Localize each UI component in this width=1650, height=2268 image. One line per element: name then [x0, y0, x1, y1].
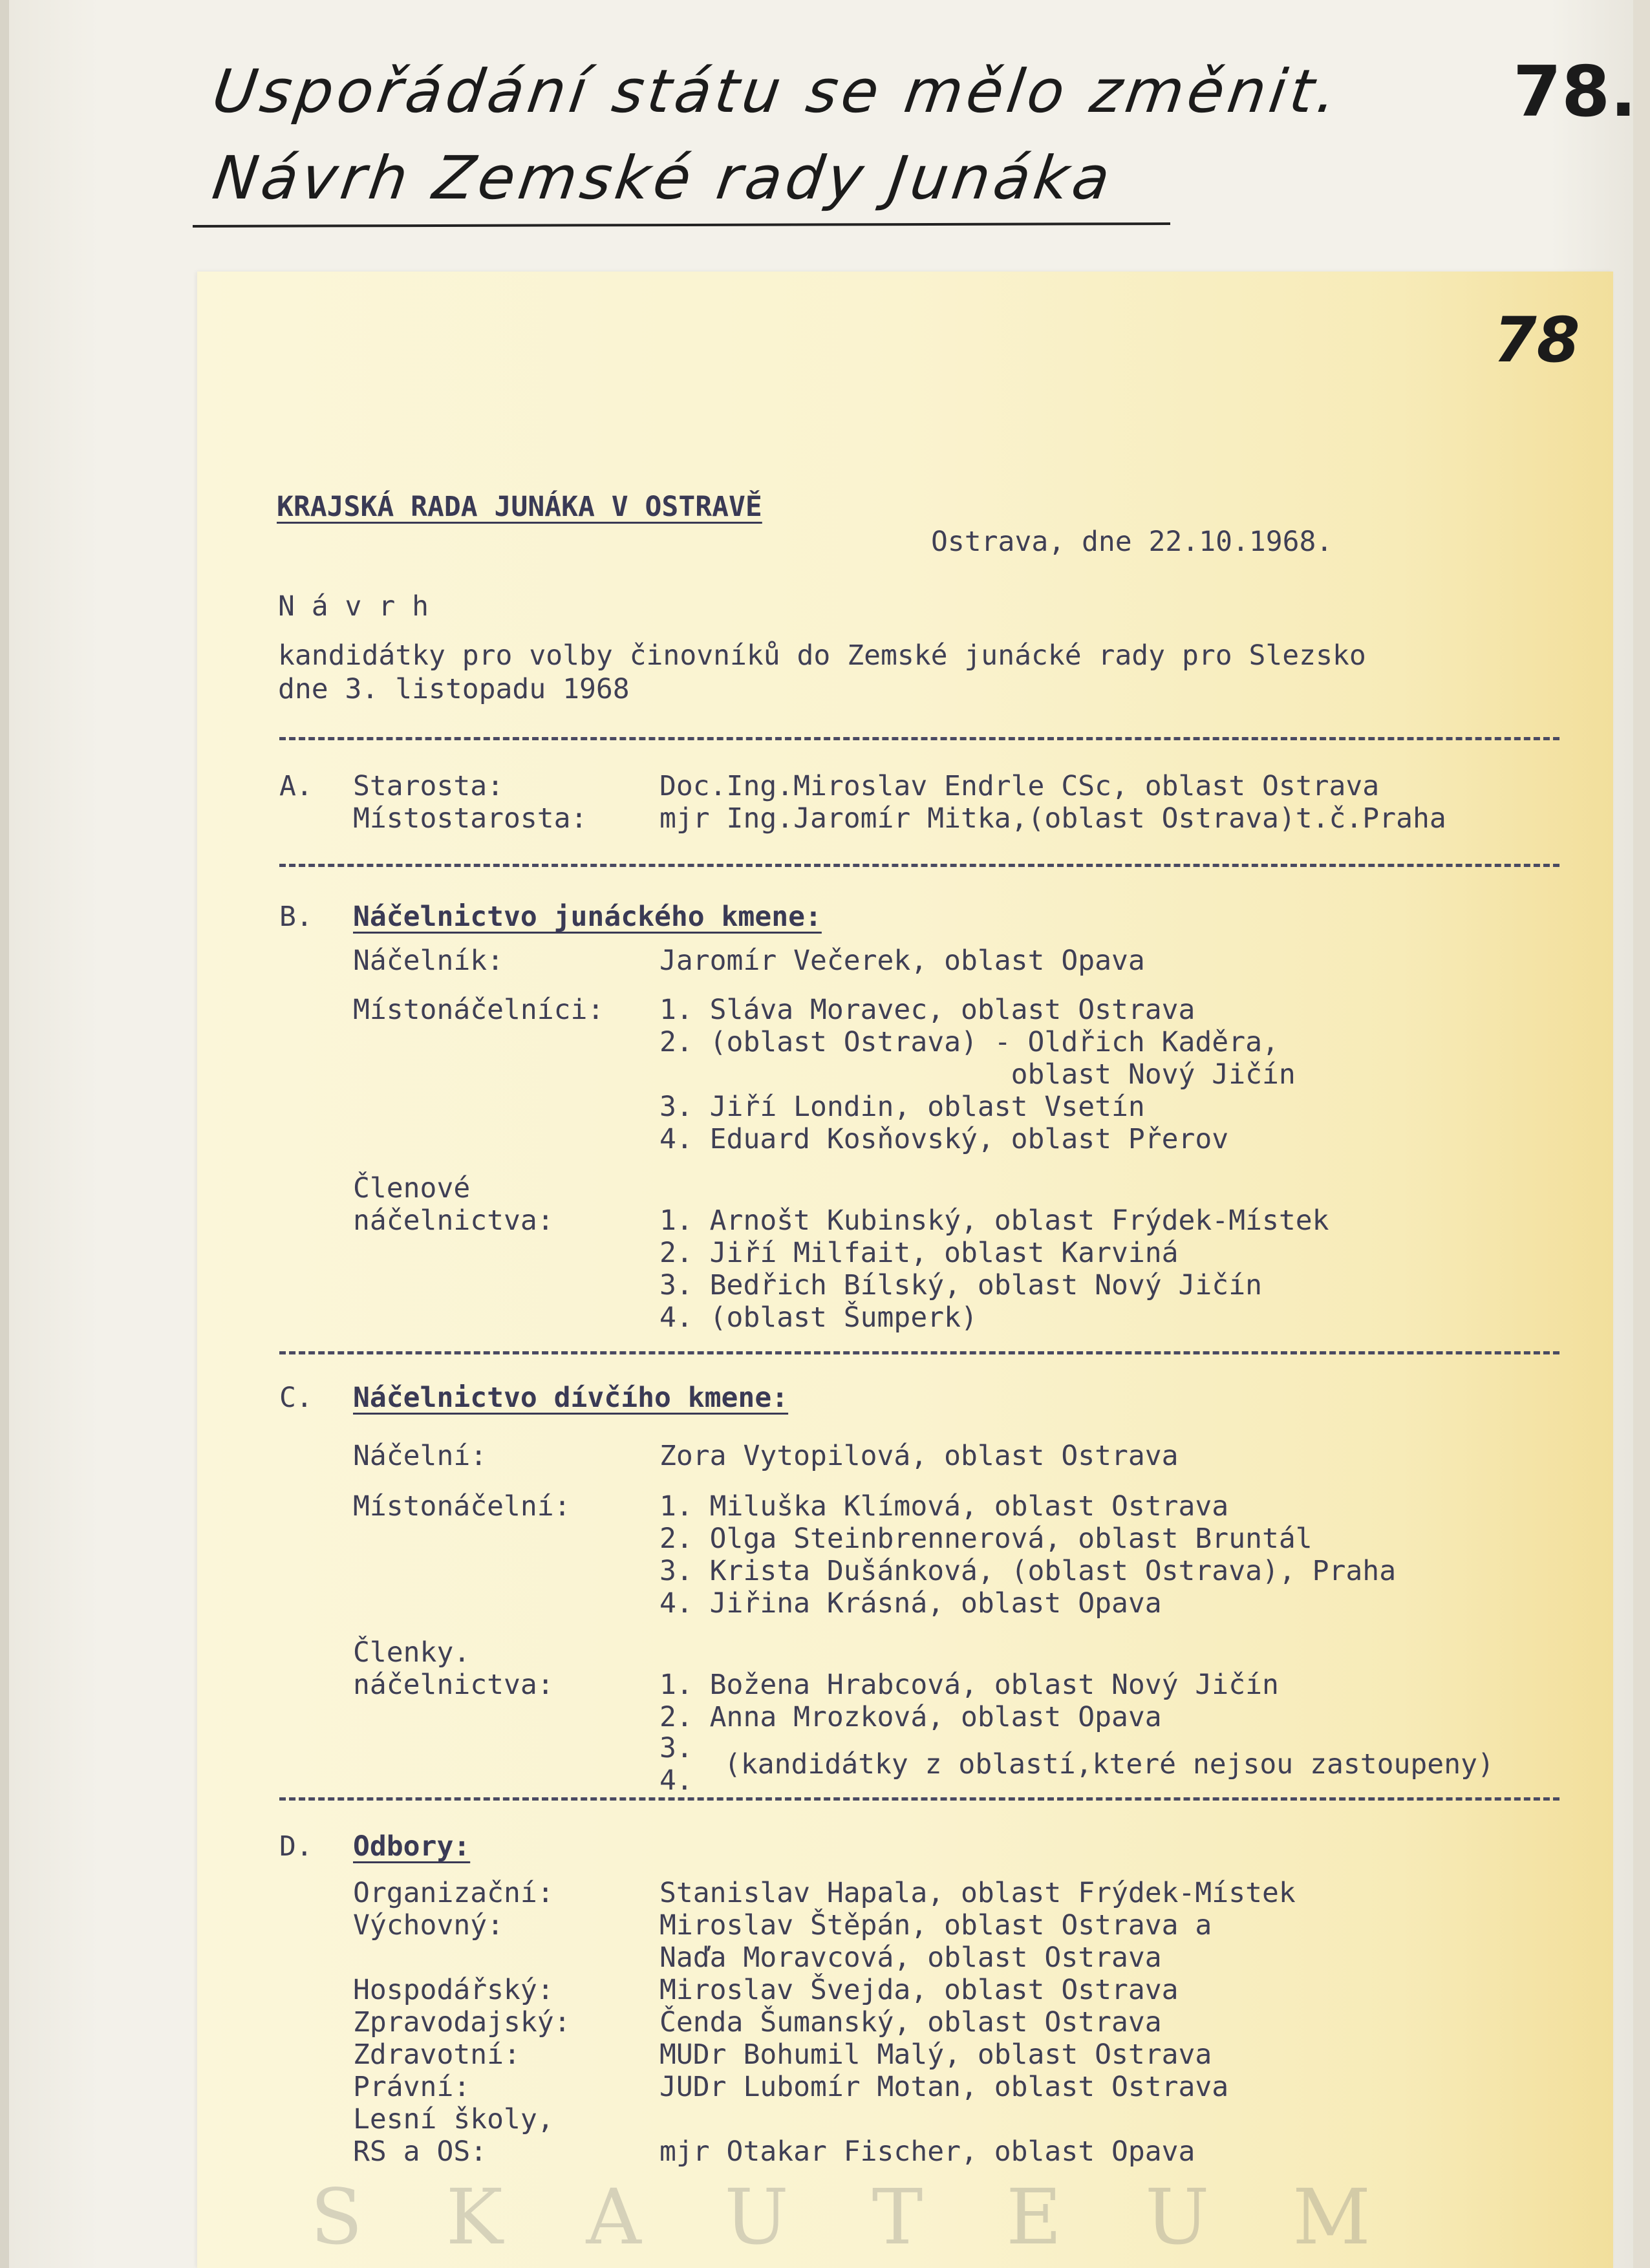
odbor-label: Lesní školy,	[353, 2103, 554, 2135]
section-b-letter: B.	[279, 901, 313, 933]
dashed-divider	[279, 1351, 1559, 1354]
dashed-divider	[279, 737, 1559, 740]
list-item: 2. Anna Mrozková, oblast Opava	[659, 1701, 1162, 1733]
subtitle-line2: dne 3. listopadu 1968	[278, 673, 630, 705]
odbor-value: Miroslav Švejda, oblast Ostrava	[659, 1974, 1179, 2006]
nacelni-label: Náčelní:	[353, 1440, 488, 1472]
watermark-letter: A	[586, 2172, 641, 2262]
section-a-letter: A.	[279, 770, 313, 802]
list-item: 1. Božena Hrabcová, oblast Nový Jičín	[659, 1669, 1279, 1701]
place-date: Ostrava, dne 22.10.1968.	[931, 526, 1333, 558]
odbor-label: Zdravotní:	[353, 2038, 520, 2071]
list-item: 3. Bedřich Bílský, oblast Nový Jičín	[659, 1269, 1262, 1301]
handwritten-caption-line2: Návrh Zemské rady Junáka	[208, 144, 1118, 213]
nacelnictva-label: náčelnictva:	[353, 1204, 554, 1237]
watermark-letter: U	[724, 2172, 789, 2262]
odbor-value: MUDr Bohumil Malý, oblast Ostrava	[659, 2038, 1212, 2071]
list-item: (kandidátky z oblastí,které nejsou zastoupeny)	[724, 1748, 1494, 1781]
odbor-value: Čenda Šumanský, oblast Ostrava	[659, 2006, 1162, 2038]
list-item: 3. Jiří Londin, oblast Vsetín	[659, 1091, 1145, 1123]
page-edge-right	[1633, 0, 1650, 2268]
watermark-letter: S	[310, 2172, 363, 2262]
mistostarosta-label: Místostarosta:	[353, 802, 588, 835]
nacelni-value: Zora Vytopilová, oblast Ostrava	[659, 1440, 1179, 1472]
page-edge-left	[0, 0, 9, 2268]
handwritten-page-number: 78.	[1513, 52, 1637, 133]
mistonacelnici-label: Místonáčelníci:	[353, 994, 605, 1026]
handwritten-caption-line1: Uspořádání státu se mělo změnit.	[208, 57, 1345, 126]
nacelnictva-label: náčelnictva:	[353, 1669, 554, 1701]
odbor-label: Zpravodajský:	[353, 2006, 571, 2038]
odbor-label: Organizační:	[353, 1877, 554, 1909]
nacelnik-label: Náčelník:	[353, 945, 504, 977]
odbor-label: Hospodářský:	[353, 1974, 554, 2006]
dashed-divider	[279, 864, 1559, 867]
dashed-divider	[279, 1797, 1559, 1801]
watermark-letter: M	[1292, 2172, 1371, 2262]
starosta-label: Starosta:	[353, 770, 504, 802]
subtitle-line1: kandidátky pro volby činovníků do Zemské junácké rady pro Slezsko	[278, 639, 1366, 672]
list-item: 2. Jiří Milfait, oblast Karviná	[659, 1237, 1179, 1269]
watermark-letter: T	[872, 2172, 923, 2262]
mistostarosta-value: mjr Ing.Jaromír Mitka,(oblast Ostrava)t.č.Praha	[659, 802, 1446, 835]
list-number: 3.	[659, 1732, 693, 1764]
odbor-label: Výchovný:	[353, 1909, 504, 1942]
list-item: 2. (oblast Ostrava) - Oldřich Kaděra,	[659, 1026, 1279, 1058]
clenove-label: Členové	[353, 1172, 471, 1204]
section-c-heading: Náčelnictvo dívčího kmene:	[353, 1382, 789, 1414]
document-title: N á v r h	[278, 590, 429, 623]
clenky-label: Členky.	[353, 1636, 471, 1669]
odbor-value: JUDr Lubomír Motan, oblast Ostrava	[659, 2071, 1229, 2103]
watermark-letter: E	[1006, 2172, 1062, 2262]
list-item: oblast Nový Jičín	[659, 1058, 1296, 1091]
odbor-label: RS a OS:	[353, 2135, 488, 2168]
watermark-skauteum	[310, 2172, 1371, 2262]
section-c-letter: C.	[279, 1382, 313, 1414]
section-d-heading: Odbory:	[353, 1830, 471, 1863]
odbor-value: Stanislav Hapala, oblast Frýdek-Místek	[659, 1877, 1296, 1909]
list-number: 4.	[659, 1764, 693, 1797]
mistonacelni-label: Místonáčelní:	[353, 1490, 571, 1523]
list-item: 1. Arnošt Kubinský, oblast Frýdek-Místek	[659, 1204, 1329, 1237]
list-item: 4. (oblast Šumperk)	[659, 1301, 978, 1334]
odbor-value: mjr Otakar Fischer, oblast Opava	[659, 2135, 1195, 2168]
list-item: 2. Olga Steinbrennerová, oblast Bruntál	[659, 1523, 1312, 1555]
starosta-value: Doc.Ing.Miroslav Endrle CSc, oblast Ostrava	[659, 770, 1380, 802]
watermark-letter: K	[445, 2172, 503, 2262]
organization-heading: KRAJSKÁ RADA JUNÁKA V OSTRAVĚ	[277, 491, 762, 523]
list-item: 3. Krista Dušánková, (oblast Ostrava), Praha	[659, 1555, 1397, 1587]
list-item: 4. Eduard Kosňovský, oblast Přerov	[659, 1123, 1229, 1155]
list-item: 4. Jiřina Krásná, oblast Opava	[659, 1587, 1162, 1620]
section-d-letter: D.	[279, 1830, 313, 1863]
nacelnik-value: Jaromír Večerek, oblast Opava	[659, 945, 1145, 977]
odbor-value: Miroslav Štěpán, oblast Ostrava a	[659, 1909, 1212, 1942]
odbor-label: Právní:	[353, 2071, 471, 2103]
watermark-letter: U	[1144, 2172, 1210, 2262]
sheet-page-number: 78	[1494, 304, 1580, 376]
list-item: 1. Miluška Klímová, oblast Ostrava	[659, 1490, 1229, 1523]
odbor-value: Naďa Moravcová, oblast Ostrava	[659, 1942, 1162, 1974]
section-b-heading: Náčelnictvo junáckého kmene:	[353, 901, 822, 933]
list-item: 1. Sláva Moravec, oblast Ostrava	[659, 994, 1195, 1026]
